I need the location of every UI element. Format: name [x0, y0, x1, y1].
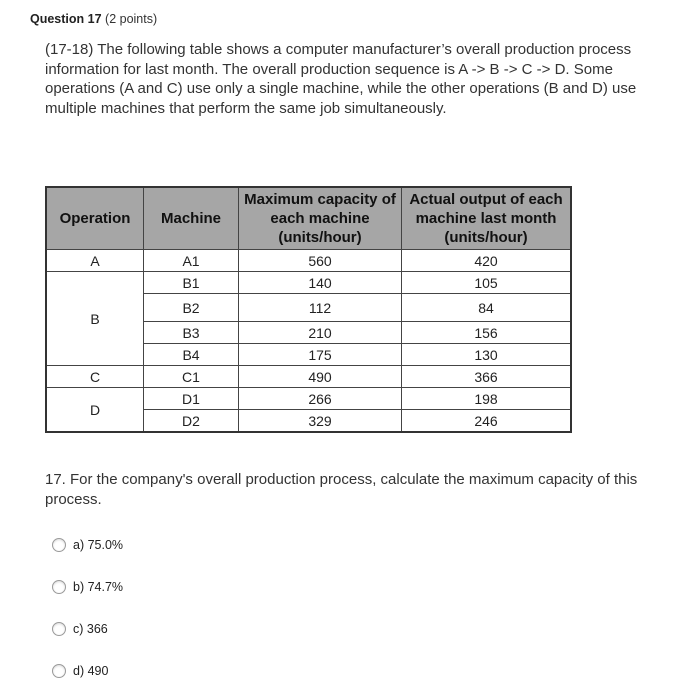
- output-cell: 84: [402, 294, 572, 322]
- machine-cell: A1: [144, 250, 239, 272]
- machine-cell: C1: [144, 366, 239, 388]
- option-d[interactable]: [52, 664, 108, 678]
- output-cell: 105: [402, 272, 572, 294]
- radio-button-d[interactable]: [52, 664, 66, 678]
- table-row: [46, 366, 571, 388]
- table-row: [46, 388, 571, 410]
- radio-button-a[interactable]: [52, 538, 66, 552]
- machine-cell: D1: [144, 388, 239, 410]
- question-text: 17. For the company's overall production process, calculate the maximum capacity of this process.: [45, 471, 638, 508]
- option-b[interactable]: [52, 580, 123, 594]
- operation-cell-a: A: [46, 250, 144, 272]
- machine-cell: D2: [144, 410, 239, 433]
- question-number: Question 17: [30, 12, 102, 26]
- output-cell: 420: [402, 250, 572, 272]
- radio-button-c[interactable]: [52, 622, 66, 636]
- output-cell: 130: [402, 344, 572, 366]
- output-cell: 366: [402, 366, 572, 388]
- option-label: d) 490: [73, 664, 109, 678]
- capacity-cell: 210: [239, 322, 402, 344]
- table-row: [46, 272, 571, 294]
- header-actual-output: Actual output of each machine last month (units/hour): [402, 187, 572, 250]
- header-max-capacity: Maximum capacity of each machine (units/hour): [239, 187, 402, 250]
- machine-cell: B4: [144, 344, 239, 366]
- capacity-cell: 140: [239, 272, 402, 294]
- output-cell: 198: [402, 388, 572, 410]
- option-label: c) 366: [73, 622, 108, 636]
- machine-cell: B3: [144, 322, 239, 344]
- option-a[interactable]: [52, 538, 123, 552]
- header-operation: Operation: [46, 187, 144, 250]
- capacity-cell: 112: [239, 294, 402, 322]
- capacity-cell: 175: [239, 344, 402, 366]
- header-machine: Machine: [144, 187, 239, 250]
- capacity-cell: 266: [239, 388, 402, 410]
- option-label: b) 74.7%: [73, 580, 124, 594]
- operation-cell-b: B: [46, 272, 144, 366]
- option-c[interactable]: [52, 622, 108, 636]
- question-points: (2 points): [105, 12, 158, 26]
- operation-cell-d: D: [46, 388, 144, 433]
- capacity-cell: 329: [239, 410, 402, 433]
- output-cell: 246: [402, 410, 572, 433]
- capacity-cell: 490: [239, 366, 402, 388]
- question-header: [30, 12, 157, 26]
- radio-button-b[interactable]: [52, 580, 66, 594]
- output-cell: 156: [402, 322, 572, 344]
- option-label: a) 75.0%: [73, 538, 124, 552]
- machine-cell: B2: [144, 294, 239, 322]
- operation-cell-c: C: [46, 366, 144, 388]
- table-row: [46, 250, 571, 272]
- production-table: [45, 186, 572, 433]
- intro-text: (17-18) The following table shows a computer manufacturer’s overall production process information for last month. The overall production sequence is A -> B -> C -> D. Some operations (A and C) use only a single machine, while the other operations (B and D) use multiple machines that perform the same job simultaneously.: [45, 41, 637, 117]
- machine-cell: B1: [144, 272, 239, 294]
- capacity-cell: 560: [239, 250, 402, 272]
